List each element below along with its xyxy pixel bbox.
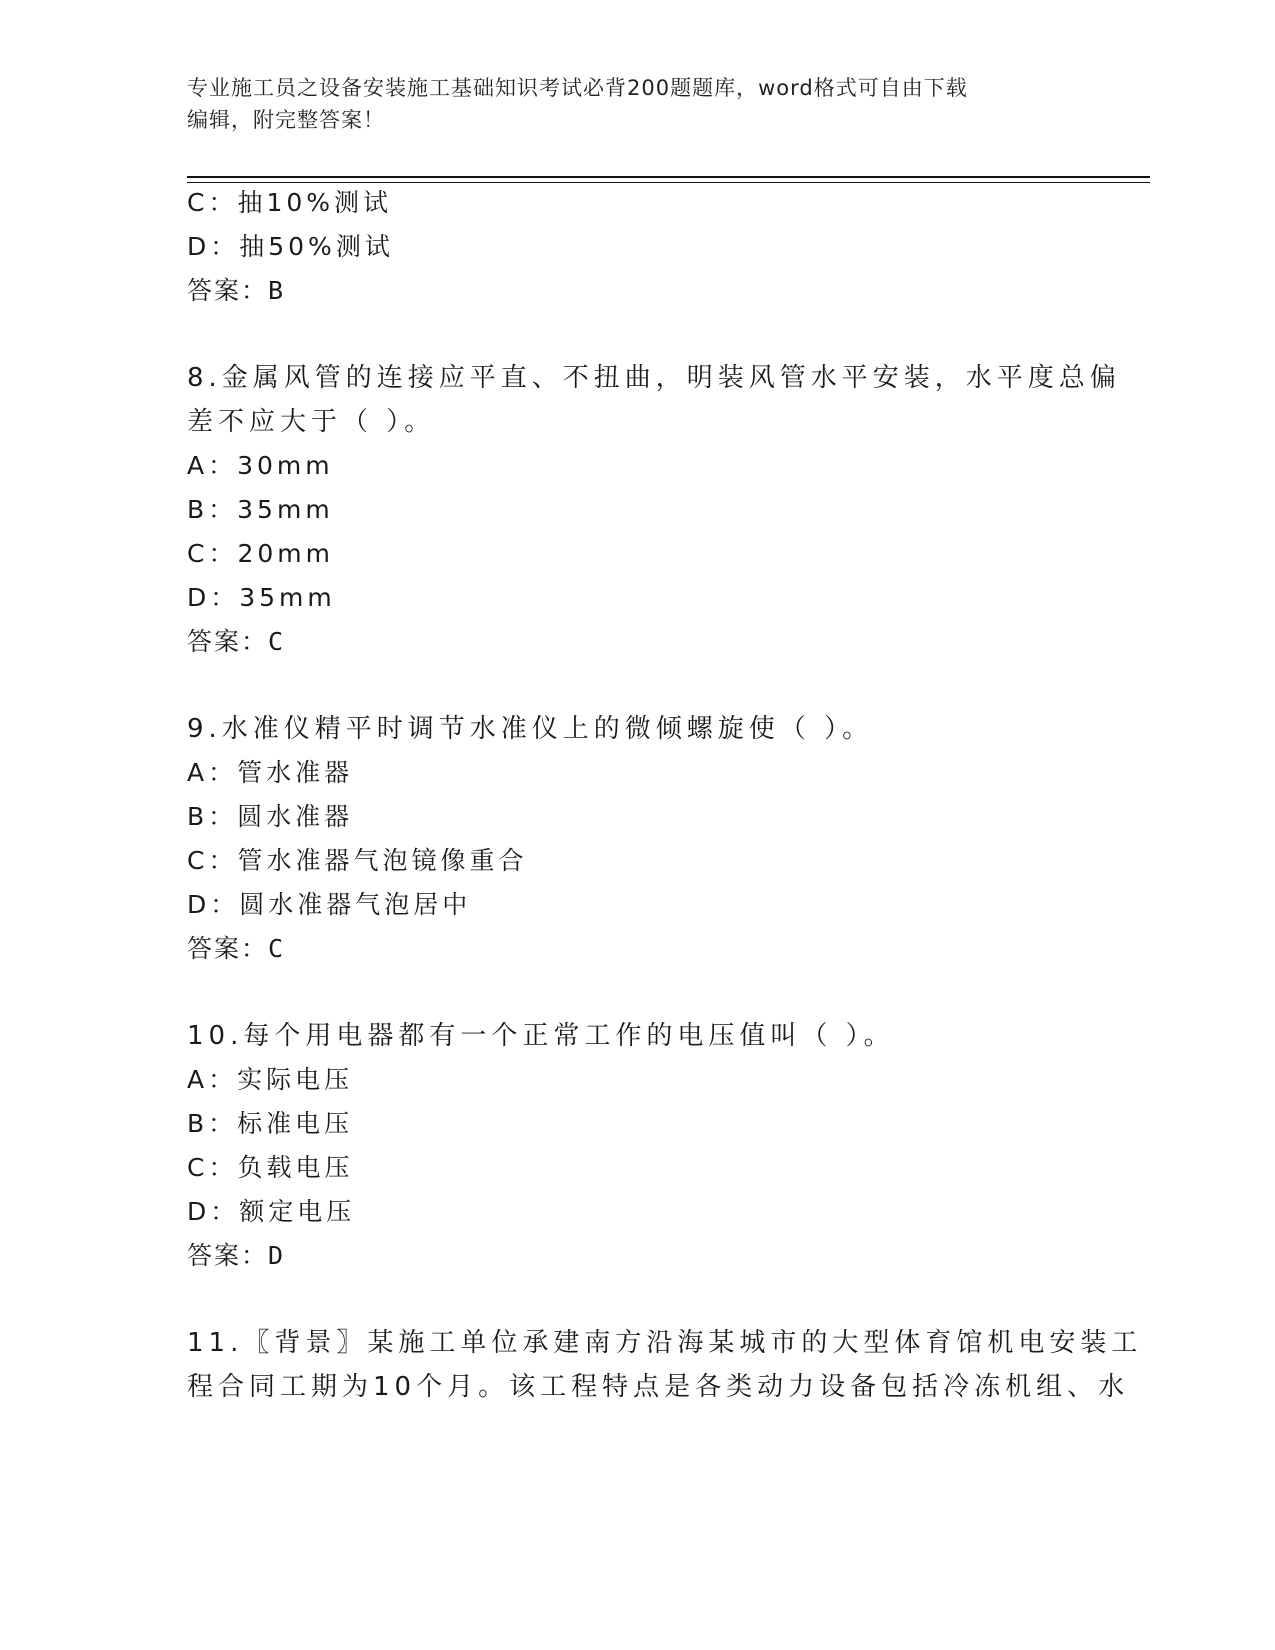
q11-stem-line-2: 程合同工期为10个月。该工程特点是各类动力设备包括冷冻机组、水 xyxy=(187,1372,1130,1402)
answer-label: 答案： xyxy=(187,1241,269,1270)
header-line-1: 专业施工员之设备安装施工基础知识考试必背200题题库，word格式可自由下载 xyxy=(187,76,968,100)
answer-value: C xyxy=(268,934,286,963)
q10-option-a: A：实际电压 xyxy=(187,1065,354,1094)
q8-stem-line-1: 8.金属风管的连接应平直、不扭曲，明装风管水平安装，水平度总偏 xyxy=(187,363,1121,393)
q8-option-b: B：35mm xyxy=(187,495,334,524)
answer-value: B xyxy=(268,276,286,305)
q10-answer xyxy=(187,1241,285,1271)
q7-option-d: D：抽50%测试 xyxy=(187,232,394,261)
q8-option-d: D：35mm xyxy=(187,583,336,612)
q10-option-b: B：标准电压 xyxy=(187,1109,354,1138)
answer-label: 答案： xyxy=(187,627,269,656)
q8-option-a: A：30mm xyxy=(187,451,334,480)
q9-option-a: A：管水准器 xyxy=(187,758,354,787)
header-line-2: 编辑，附完整答案！ xyxy=(187,108,385,132)
q8-stem-line-2: 差不应大于（ ）。 xyxy=(187,407,436,437)
q9-answer xyxy=(187,934,285,964)
q11-stem-line-1: 11.〖背景〗某施工单位承建南方沿海某城市的大型体育馆机电安装工 xyxy=(187,1328,1143,1358)
q8-answer xyxy=(187,627,285,657)
q9-stem-line-1: 9.水准仪精平时调节水准仪上的微倾螺旋使（ ）。 xyxy=(187,714,874,744)
q9-option-c: C：管水准器气泡镜像重合 xyxy=(187,846,528,875)
answer-label: 答案： xyxy=(187,934,269,963)
document-header xyxy=(187,72,1067,136)
q10-option-c: C：负载电压 xyxy=(187,1153,354,1182)
answer-value: D xyxy=(268,1241,286,1270)
q8-option-c: C：20mm xyxy=(187,539,334,568)
header-divider-thick xyxy=(187,176,1150,178)
q10-option-d: D：额定电压 xyxy=(187,1197,356,1226)
header-divider-thin xyxy=(187,182,1150,183)
q7-option-c: C：抽10%测试 xyxy=(187,188,393,217)
q10-stem-line-1: 10.每个用电器都有一个正常工作的电压值叫（ ）。 xyxy=(187,1021,895,1051)
q9-option-d: D：圆水准器气泡居中 xyxy=(187,890,472,919)
q9-option-b: B：圆水准器 xyxy=(187,802,354,831)
q7-answer xyxy=(187,276,285,306)
answer-value: C xyxy=(268,627,286,656)
answer-label: 答案： xyxy=(187,276,269,305)
